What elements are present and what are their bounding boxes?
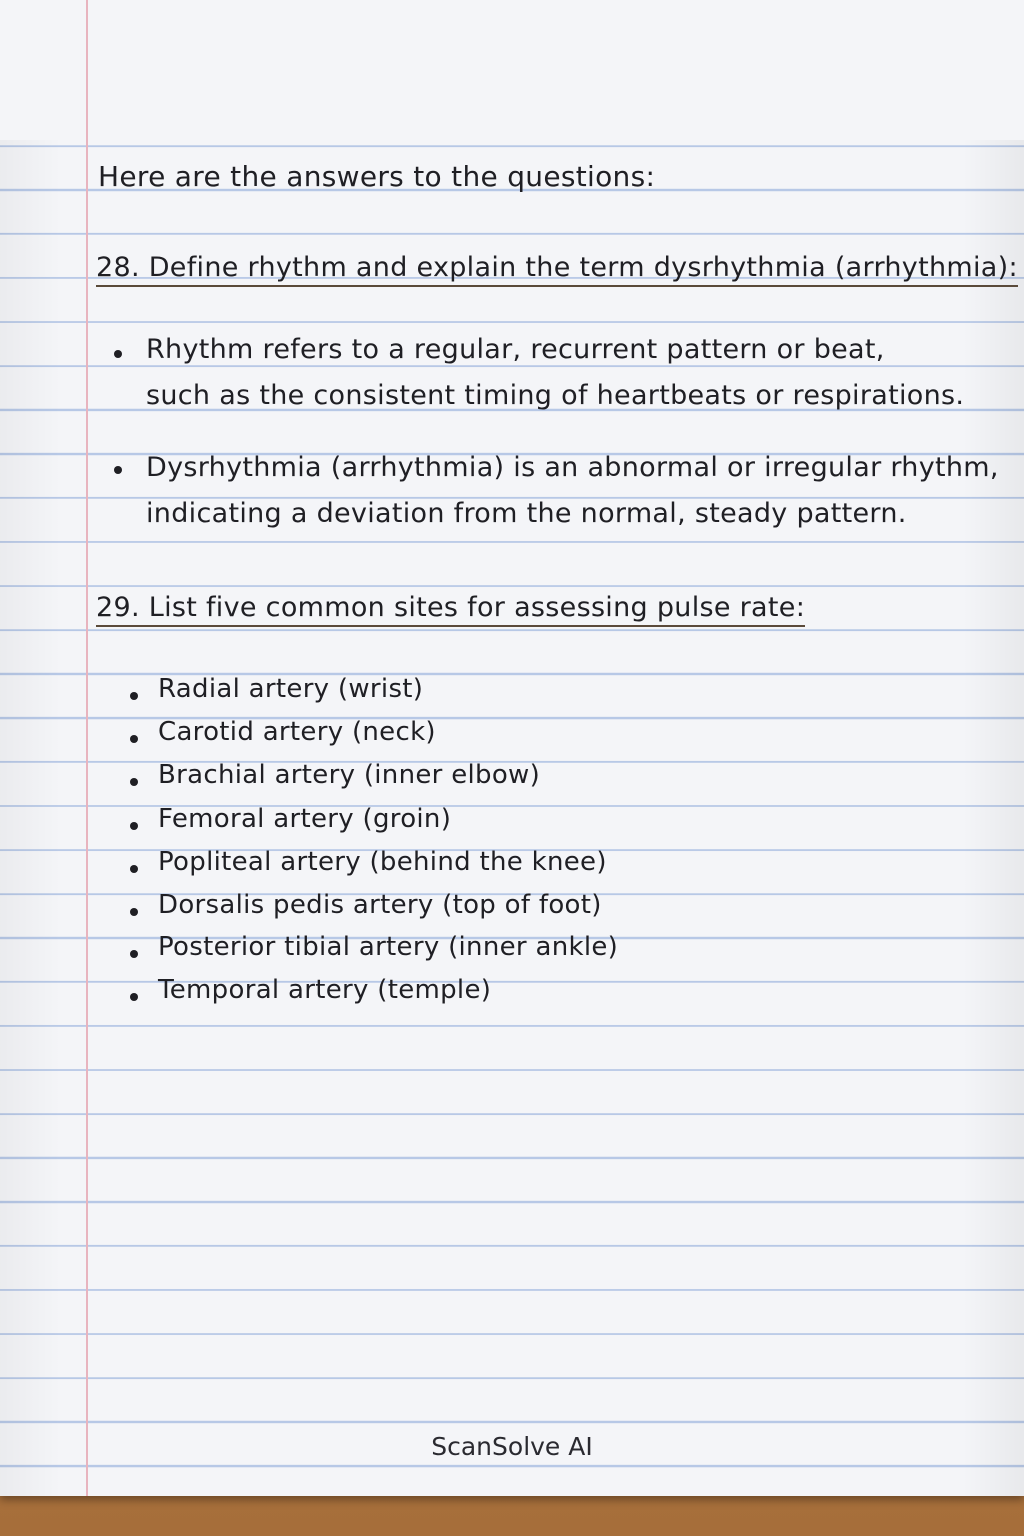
- q28-bullet-rhythm-line2: such as the consistent timing of heartbeats or respirations.: [146, 380, 965, 411]
- margin-line: [86, 0, 88, 1496]
- list-item: [130, 890, 730, 933]
- bullet-dot: [114, 350, 122, 358]
- q28-bullet-dysrhythmia-line1: Dysrhythmia (arrhythmia) is an abnormal or irregular rhythm,: [146, 452, 999, 483]
- pulse-site-text: Popliteal artery (behind the knee): [158, 847, 607, 877]
- q28-bullet-dysrhythmia-line2: indicating a deviation from the normal, steady pattern.: [146, 498, 907, 529]
- list-item: [130, 760, 730, 803]
- pulse-site-text: Posterior tibial artery (inner ankle): [158, 932, 619, 962]
- bullet-dot: [130, 735, 138, 743]
- list-item: [130, 932, 730, 975]
- list-item: [130, 847, 730, 890]
- bullet-dot: [130, 822, 138, 830]
- page-header-blank-area: [0, 0, 1024, 140]
- bullet-dot: [130, 908, 138, 916]
- pulse-site-text: Brachial artery (inner elbow): [158, 760, 541, 790]
- list-item: [130, 674, 730, 717]
- pulse-site-text: Radial artery (wrist): [158, 674, 424, 704]
- list-item: [130, 717, 730, 760]
- question-28-heading: 28. Define rhythm and explain the term dysrhythmia (arrhythmia):: [96, 252, 1018, 287]
- list-item: [130, 804, 730, 847]
- q28-bullet-rhythm-line1: Rhythm refers to a regular, recurrent pattern or beat,: [146, 334, 885, 365]
- bullet-dot: [130, 692, 138, 700]
- bullet-dot: [130, 993, 138, 1001]
- pulse-site-text: Dorsalis pedis artery (top of foot): [158, 890, 602, 920]
- bullet-dot: [130, 950, 138, 958]
- bullet-dot: [130, 778, 138, 786]
- footer-brand-text: ScanSolve AI: [431, 1432, 593, 1461]
- intro-text: Here are the answers to the questions:: [98, 160, 656, 193]
- question-29-heading: 29. List five common sites for assessing pulse rate:: [96, 592, 805, 627]
- bullet-dot: [130, 865, 138, 873]
- pulse-site-text: Temporal artery (temple): [158, 975, 492, 1005]
- pulse-site-text: Carotid artery (neck): [158, 717, 436, 747]
- list-item: [130, 975, 730, 1018]
- pulse-site-text: Femoral artery (groin): [158, 804, 452, 834]
- bullet-dot: [114, 466, 122, 474]
